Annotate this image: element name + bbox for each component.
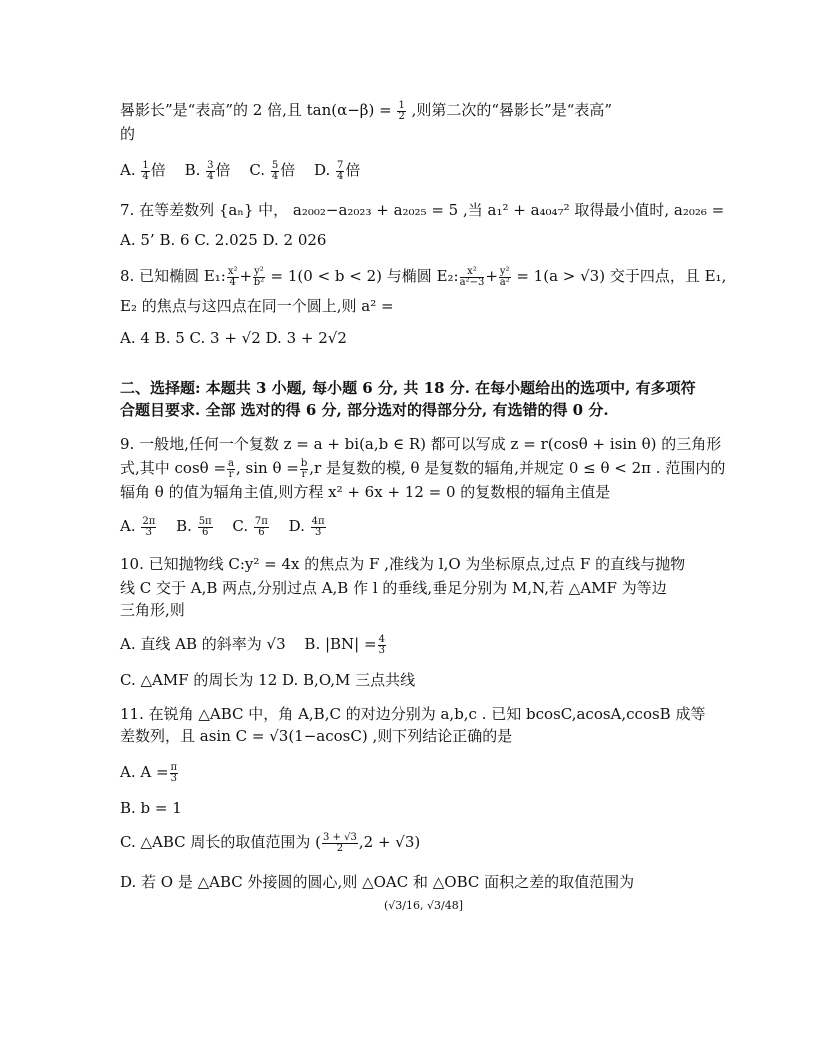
q9-line2: 式,其中 cosθ = $\frac{a}{r}$ , sin θ = $\frac{b}{r}$ ,r 是复数的模, θ 是复数的辐角,并规定 0 ≤ θ < 2π . 范围内的 [120, 457, 726, 480]
q6-fraction: $\frac{1}{2}$ [398, 99, 405, 122]
q10-line3: 三角形,则 [120, 601, 185, 619]
q6-line2: 的 [120, 125, 136, 143]
q11-option-d: D. 若 O 是 △ABC 外接圆的圆心,则 △OAC 和 △OBC 面积之差的取值范围为 [120, 873, 635, 891]
q9-option-c: C. $\frac{7\pi}{6}$ [232, 515, 268, 538]
q6-options [120, 160, 374, 182]
q10-line2: 线 C 交于 A,B 两点,分别过点 A,B 作 l 的垂线,垂足分别为 M,N,若 △AMF 为等边 [120, 579, 667, 597]
q6-option-b: B. $\frac{3}{4}$ 倍 [184, 159, 231, 182]
q9-frac-sin: $\frac{b}{r}$ [300, 457, 308, 480]
q7-options: A. 5’ B. 6 C. 2.025 D. 2 026 [120, 231, 327, 249]
q9-option-d: D. $\frac{4\pi}{3}$ [288, 515, 325, 538]
q10-options-cd: C. △AMF 的周长为 12 D. B,O,M 三点共线 [120, 671, 416, 689]
q8-options: A. 4 B. 5 C. 3 + √2 D. 3 + 2√2 [120, 329, 347, 347]
q8-line2: E₂ 的焦点与这四点在同一个圆上,则 a² = [120, 297, 394, 315]
q6-text-b: ,则第二次的“晷影长”是“表高” [411, 101, 613, 119]
q10-option-a: A. 直线 AB 的斜率为 √3 [120, 635, 286, 653]
q11-line2: 差数列，且 asin C = √3(1−acosC) ,则下列结论正确的是 [120, 727, 513, 745]
q8-frac-3: $\frac{\text{x²}}{\text{a²−3}}$ [459, 265, 485, 288]
q7-stem: 7. 在等差数列 {aₙ} 中， a₂₀₀₂−a₂₀₂₃ + a₂₀₂₅ = 5 ,当 a₁² + a₄₀₄₇² 取得最小值时, a₂₀₂₆ = [120, 201, 725, 219]
q8-frac-2: $\frac{\text{y²}}{\text{b²}}$ [253, 265, 265, 288]
q6-text-a: 晷影长”是“表高”的 2 倍,且 tan(α−β) = [120, 101, 392, 119]
q6-option-d: D. $\frac{7}{4}$ 倍 [313, 159, 361, 182]
q9-frac-cos: $\frac{a}{r}$ [228, 457, 235, 480]
q11-option-b: B. b = 1 [120, 799, 182, 817]
q10-option-b: B. |BN| = $\frac{4}{3}$ [304, 633, 385, 656]
q9-option-a: A. $\frac{2\pi}{3}$ [120, 515, 156, 538]
q8-frac-1: $\frac{\text{x²}}{4}$ [227, 265, 238, 288]
q10-line1: 10. 已知抛物线 C:y² = 4x 的焦点为 F ,准线为 l,O 为坐标原点,过点 F 的直线与抛物 [120, 555, 686, 573]
q10-options-ab [120, 634, 387, 656]
q11-line1: 11. 在锐角 △ABC 中，角 A,B,C 的对边分别为 a,b,c . 已知 bcosC,acosA,ccosB 成等 [120, 705, 706, 723]
section2-line1: 二、选择题: 本题共 3 小题, 每小题 6 分, 共 18 分. 在每小题给出的选项中, 有多项符 [120, 379, 696, 397]
q9-line1: 9. 一般地,任何一个复数 z = a + bi(a,b ∈ R) 都可以写成 z = r(cosθ + isin θ) 的三角形 [120, 435, 722, 453]
q9-option-b: B. $\frac{5\pi}{6}$ [176, 515, 212, 538]
q9-line3: 辐角 θ 的值为辐角主值,则方程 x² + 6x + 12 = 0 的复数根的辐角主值是 [120, 483, 611, 501]
q11-option-a: A. A = $\frac{\pi}{3}$ [120, 761, 178, 784]
q11-option-c: C. △ABC 周长的取值范围为 ( $\frac{3 + √3}{2}$ ,2 + √3) [120, 831, 421, 854]
q9-options [120, 516, 341, 538]
q8-frac-4: $\frac{\text{y²}}{\text{a²}}$ [499, 265, 510, 288]
q6-option-c: C. $\frac{5}{4}$ 倍 [249, 159, 296, 182]
q6-option-a: A. $\frac{1}{4}$ 倍 [120, 159, 166, 182]
section2-line2: 合题目要求. 全部 选对的得 6 分, 部分选对的得部分分, 有选错的得 0 分. [120, 401, 609, 419]
q11-option-d-range: (√3/16, √3/48] [384, 899, 463, 912]
q6-line1 [120, 100, 612, 122]
q8-line1: 8. 已知椭圆 E₁: $\frac{\text{x²}}{4}$ + $\frac{\text{y²}}{\text{b²}}$ = 1(0 < b < 2) 与椭圆 E₂: $\frac{\text{x²}}{\text{a²−3}}$ + $\frac{\text{y²}}{\text{a²}}$ = 1(a > √3) 交于四点，且 E₁, [120, 265, 727, 288]
